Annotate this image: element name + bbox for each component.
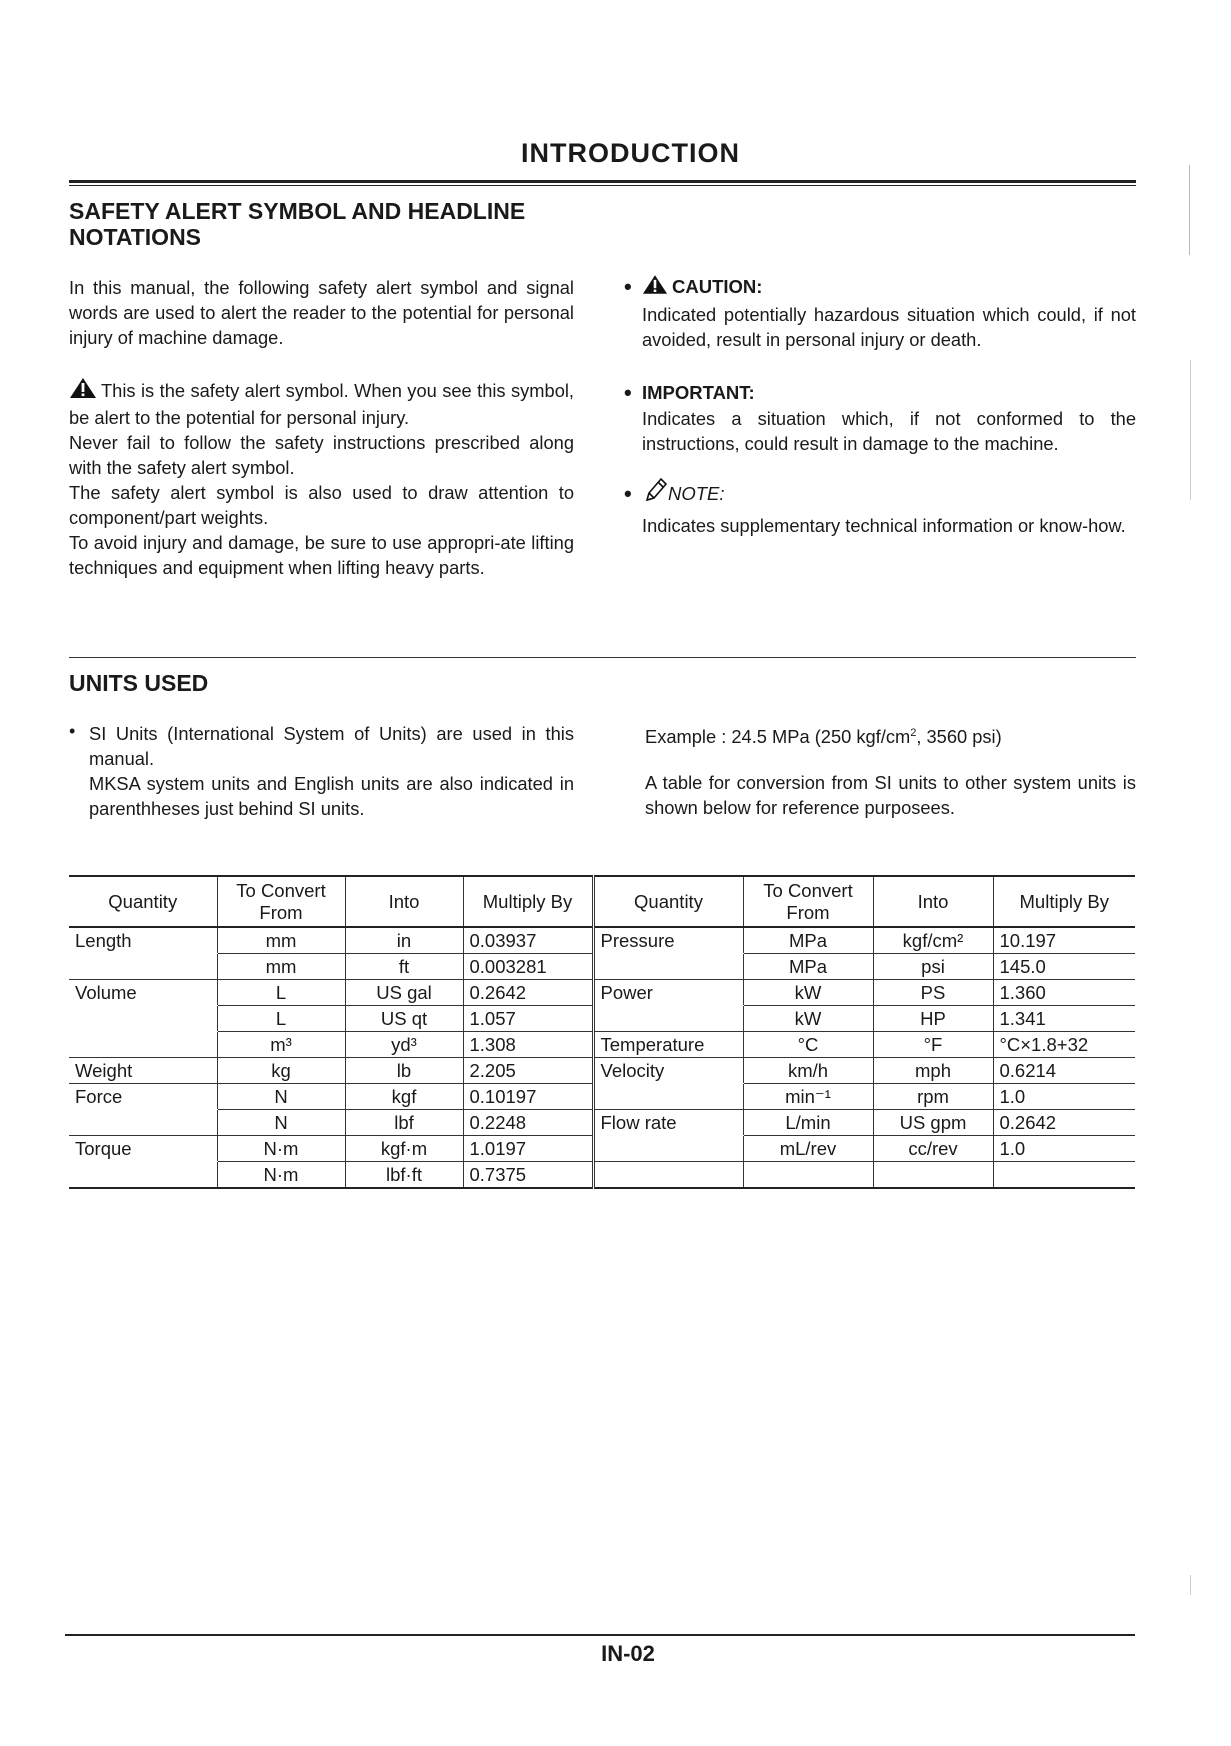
cell-mult: 1.308: [463, 1032, 593, 1058]
symbol-para-line-4: To avoid injury and damage, be sure to use appropri-ate lifting techniques and equipment when lifting heavy parts.: [69, 532, 574, 578]
units-example: Example : 24.5 MPa (250 kgf/$cm^2$, 3560 psi): [645, 726, 1002, 748]
cell-mult: 1.360: [993, 980, 1135, 1006]
symbol-para-line-3: The safety alert symbol is also used to draw attention to component/part weights.: [69, 482, 574, 528]
bullet-dot: •: [624, 481, 632, 506]
cell-quantity: [593, 1006, 743, 1032]
cell-quantity: [69, 1006, 217, 1032]
cell-mult: 0.7375: [463, 1162, 593, 1189]
cell-into: US gal: [345, 980, 463, 1006]
cell-into: rpm: [873, 1084, 993, 1110]
cell-from: mL/rev: [743, 1136, 873, 1162]
scan-mark: [1190, 1575, 1191, 1595]
cell-mult: 0.2642: [463, 980, 593, 1006]
cell-into: °F: [873, 1032, 993, 1058]
page-title: INTRODUCTION: [521, 138, 740, 168]
header-convert-from: To Convert From: [217, 876, 345, 927]
cell-mult: 1.0197: [463, 1136, 593, 1162]
cell-from: L/min: [743, 1110, 873, 1136]
symbol-para-line-1: This is the safety alert symbol. When you see this symbol, be alert to the potential for personal injury.: [69, 377, 574, 430]
table-row: [69, 1110, 1135, 1136]
cell-quantity: [593, 954, 743, 980]
caution-alert-icon: [642, 274, 668, 302]
cell-mult: 0.2248: [463, 1110, 593, 1136]
cell-into: lbf·ft: [345, 1162, 463, 1189]
important-text: Indicates a situation which, if not conformed to the instructions, could result in damage to the machine.: [642, 408, 1136, 454]
header-into: Into: [873, 876, 993, 927]
cell-from: mm: [217, 954, 345, 980]
cell-into: [873, 1162, 993, 1189]
symbol-para-line-2: Never fail to follow the safety instructions prescribed along with the safety alert symbol.: [69, 432, 574, 478]
cell-quantity: Velocity: [593, 1058, 743, 1084]
cell-quantity: [593, 1136, 743, 1162]
table-row: [69, 1032, 1135, 1058]
pencil-note-icon: [642, 476, 668, 513]
safety-heading-line1: SAFETY ALERT SYMBOL AND HEADLINE: [69, 198, 526, 224]
cell-from: N: [217, 1084, 345, 1110]
cell-mult: 1.0: [993, 1084, 1135, 1110]
cell-from: [743, 1162, 873, 1189]
header-into: Into: [345, 876, 463, 927]
cell-from: m³: [217, 1032, 345, 1058]
cell-from: N·m: [217, 1162, 345, 1189]
header-quantity: Quantity: [593, 876, 743, 927]
title-rule-thin: [69, 185, 1136, 186]
cell-quantity: [593, 1162, 743, 1189]
cell-from: N·m: [217, 1136, 345, 1162]
footer-rule: [65, 1634, 1135, 1636]
cell-into: psi: [873, 954, 993, 980]
scan-mark: [1189, 165, 1190, 255]
cell-from: L: [217, 980, 345, 1006]
cell-quantity: [69, 1032, 217, 1058]
units-si-list: [69, 721, 574, 821]
si-line-1: SI Units (International System of Units) are used in this manual.: [89, 723, 574, 769]
cell-mult: 10.197: [993, 927, 1135, 954]
cell-into: ft: [345, 954, 463, 980]
cell-from: kW: [743, 980, 873, 1006]
cell-from: mm: [217, 927, 345, 954]
cell-into: mph: [873, 1058, 993, 1084]
cell-from: kW: [743, 1006, 873, 1032]
cell-quantity: Power: [593, 980, 743, 1006]
cell-into: US qt: [345, 1006, 463, 1032]
cell-into: kgf: [345, 1084, 463, 1110]
cell-mult: 1.057: [463, 1006, 593, 1032]
table-row: [69, 1162, 1135, 1189]
table-row: [69, 1084, 1135, 1110]
cell-into: in: [345, 927, 463, 954]
bullet-dot: •: [69, 721, 76, 741]
cell-into: US gpm: [873, 1110, 993, 1136]
safety-intro: In this manual, the following safety alert symbol and signal words are used to alert the reader to the potential for personal injury of machine damage.: [69, 277, 574, 348]
header-quantity: Quantity: [69, 876, 217, 927]
cell-into: kgf·m: [345, 1136, 463, 1162]
bullet-dot: •: [624, 274, 632, 299]
note-label: NOTE:: [668, 483, 725, 504]
safety-alert-icon: [69, 377, 97, 405]
cell-mult: 0.03937: [463, 927, 593, 954]
cell-quantity: Force: [69, 1084, 217, 1110]
cell-into: PS: [873, 980, 993, 1006]
important-block: [624, 380, 1136, 456]
note-block: [624, 476, 1136, 538]
cell-mult: 0.10197: [463, 1084, 593, 1110]
scan-mark: [1190, 360, 1191, 500]
table-row: [69, 927, 1135, 954]
safety-heading-line2: NOTATIONS: [69, 224, 202, 250]
header-convert-from: To Convert From: [743, 876, 873, 927]
cell-mult: [993, 1162, 1135, 1189]
table-row: [69, 980, 1135, 1006]
units-table-note: A table for conversion from SI units to other system units is shown below for reference purposees.: [645, 772, 1136, 818]
cell-quantity: Torque: [69, 1136, 217, 1162]
cell-quantity: [69, 1162, 217, 1189]
title-rule: [69, 180, 1136, 183]
cell-into: kgf/cm²: [873, 927, 993, 954]
cell-from: km/h: [743, 1058, 873, 1084]
table-row: [69, 954, 1135, 980]
conversion-table: [69, 875, 1135, 1189]
note-text: Indicates supplementary technical information or know-how.: [642, 515, 1126, 536]
safety-heading: [69, 198, 629, 250]
caution-label: CAUTION:: [672, 276, 763, 297]
cell-quantity: Volume: [69, 980, 217, 1006]
table-row: [69, 1136, 1135, 1162]
cell-into: HP: [873, 1006, 993, 1032]
header-multiply-by: Multiply By: [993, 876, 1135, 927]
cell-mult: 1.341: [993, 1006, 1135, 1032]
cell-mult: 0.2642: [993, 1110, 1135, 1136]
cell-from: N: [217, 1110, 345, 1136]
cell-from: min⁻¹: [743, 1084, 873, 1110]
table-row: [69, 1058, 1135, 1084]
safety-symbol-paragraph: [69, 377, 574, 580]
cell-from: MPa: [743, 927, 873, 954]
cell-quantity: [69, 954, 217, 980]
cell-from: °C: [743, 1032, 873, 1058]
page-number: IN-02: [601, 1641, 655, 1666]
caution-block: [624, 274, 1136, 352]
cell-quantity: Pressure: [593, 927, 743, 954]
cell-mult: °C×1.8+32: [993, 1032, 1135, 1058]
important-label: IMPORTANT:: [642, 382, 755, 403]
header-multiply-by: Multiply By: [463, 876, 593, 927]
table-header-row: [69, 876, 1135, 927]
cell-mult: 145.0: [993, 954, 1135, 980]
cell-quantity: Temperature: [593, 1032, 743, 1058]
cell-from: MPa: [743, 954, 873, 980]
cell-from: kg: [217, 1058, 345, 1084]
cell-into: lbf: [345, 1110, 463, 1136]
cell-from: L: [217, 1006, 345, 1032]
table-row: [69, 1006, 1135, 1032]
cell-into: cc/rev: [873, 1136, 993, 1162]
cell-mult: 2.205: [463, 1058, 593, 1084]
cell-mult: 1.0: [993, 1136, 1135, 1162]
cell-mult: 0.003281: [463, 954, 593, 980]
cell-mult: 0.6214: [993, 1058, 1135, 1084]
cell-quantity: Weight: [69, 1058, 217, 1084]
cell-into: yd³: [345, 1032, 463, 1058]
bullet-dot: •: [624, 380, 632, 405]
cell-quantity: [593, 1084, 743, 1110]
cell-quantity: [69, 1110, 217, 1136]
cell-into: lb: [345, 1058, 463, 1084]
si-line-2: MKSA system units and English units are also indicated in parenthheses just behind SI units.: [89, 773, 574, 819]
cell-quantity: Length: [69, 927, 217, 954]
units-heading: UNITS USED: [69, 670, 209, 696]
section-divider: [69, 657, 1136, 658]
cell-quantity: Flow rate: [593, 1110, 743, 1136]
table-body: [69, 927, 1135, 1188]
caution-text: Indicated potentially hazardous situation which could, if not avoided, result in personal injury or death.: [642, 304, 1136, 350]
